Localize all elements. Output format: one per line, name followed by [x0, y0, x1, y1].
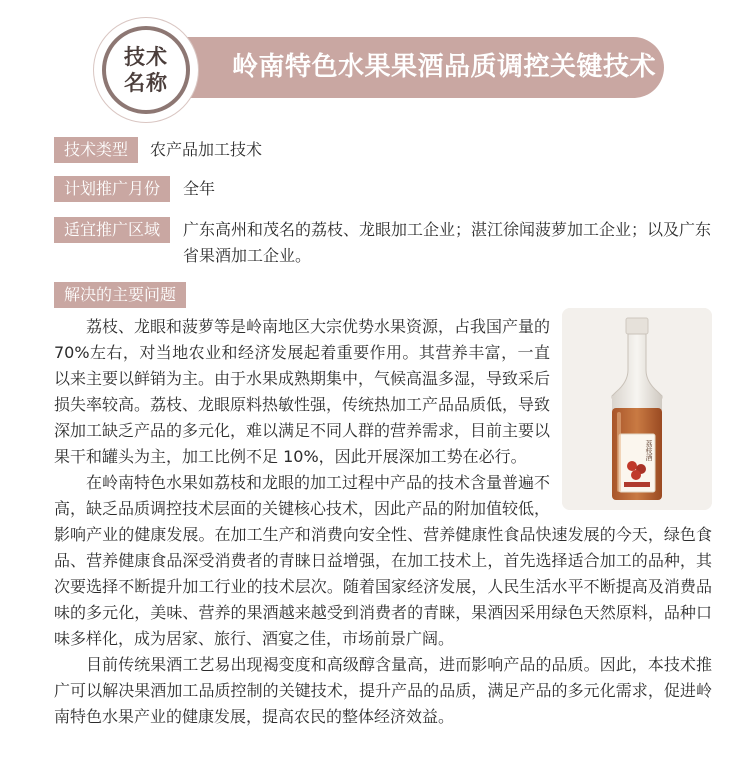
promo-month-value: 全年	[183, 179, 216, 198]
region-label: 适宜推广区域	[54, 217, 170, 243]
paragraph-2: 在岭南特色水果如荔枝和龙眼的加工过程中产品的技术含量普遍不高，缺乏品质调控技术层面的关键核心技术，因此产品的附加值较低，影响产业的健康发展。在加工生产和消费向安全性、营养健康性食品快速发展的今天，绿色食品、营养健康食品深受消费者的青睐日益增强，在加工技术上，首先选择适合加工的品种，其次要选择不断提升加工行业的技术层次。随着国家经济发展，人民生活水平不断提高及消费品味的多元化，美味、营养的果酒越来越受到消费者的青睐，果酒因采用绿色天然原料，品种口味多样化，成为居家、旅行、酒宴之佳，市场前景广阔。	[54, 473, 712, 648]
tech-type-value: 农产品加工技术	[150, 140, 263, 159]
badge-text-line1: 技术	[124, 45, 168, 69]
problem-description	[54, 314, 712, 730]
tech-name-badge	[94, 18, 198, 122]
wine-bottle-icon	[562, 308, 712, 510]
region-value: 广东高州和茂名的荔枝、龙眼加工企业；湛江徐闻菠萝加工企业；以及广东省果酒加工企业。	[183, 220, 712, 265]
paragraph-1: 荔枝、龙眼和菠萝等是岭南地区大宗优势水果资源，占我国产量的 70%左右，对当地农业和经济发展起着重要作用。其营养丰富，一直以来主要以鲜销为主。由于水果成熟期集中，气候高温多湿，导致采后损失率较高。荔枝、龙眼原料热敏性强，传统热加工产品品质低，导致深加工缺乏产品的多元化，难以满足不同人群的营养需求，目前主要以果干和罐头为主，加工比例不足 10%，因此开展深加工势在必行。	[54, 317, 551, 466]
bottle-label-text: 荔枝酒	[645, 440, 653, 461]
badge-circle	[102, 26, 190, 114]
promo-month-label: 计划推广月份	[54, 176, 170, 202]
badge-text-line2: 名称	[124, 71, 168, 95]
page-title: 岭南特色水果果酒品质调控关键技术	[232, 52, 657, 82]
tech-type-label: 技术类型	[54, 137, 138, 163]
problem-section-label: 解决的主要问题	[54, 282, 186, 308]
product-bottle-image	[562, 308, 712, 510]
paragraph-3: 目前传统果酒工艺易出现褐变度和高级醇含量高，进而影响产品的品质。因此，本技术推广可以解决果酒加工品质控制的关键技术，提升产品的品质，满足产品的多元化需求，促进岭南特色水果产业的健康发展，提高农民的整体经济效益。	[54, 655, 712, 726]
